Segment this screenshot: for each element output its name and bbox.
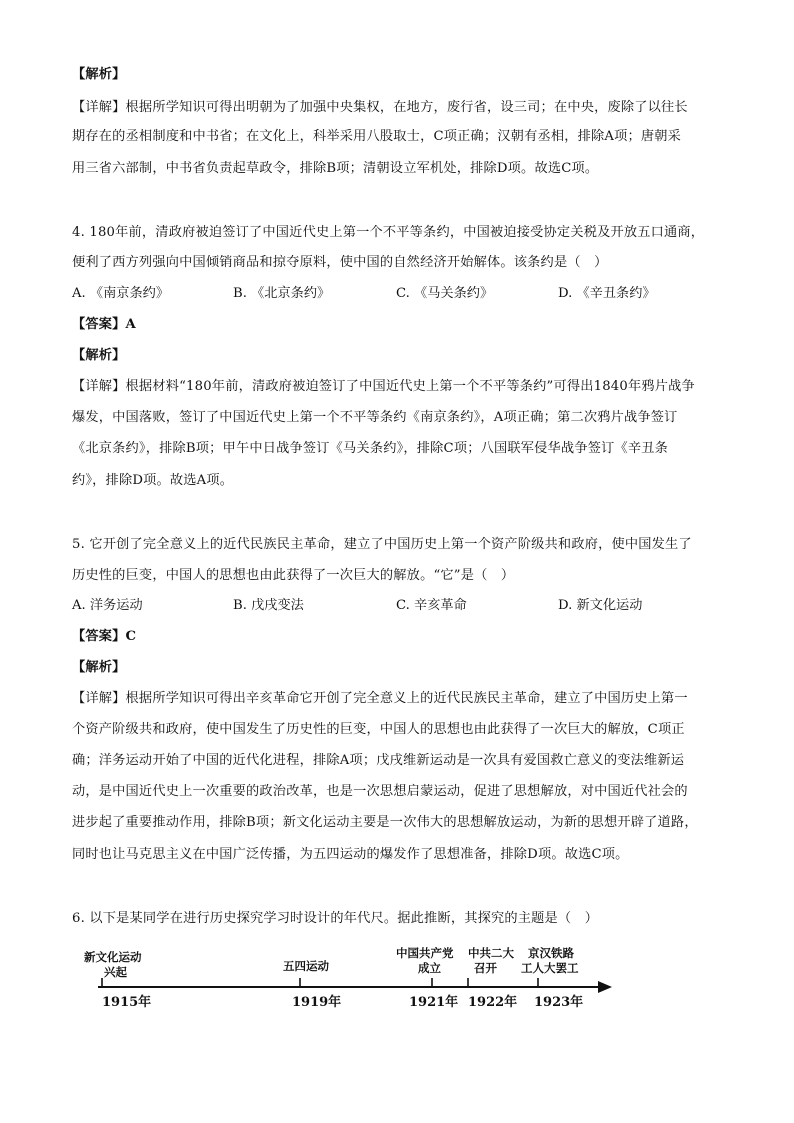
explanation-line: 约》，排除D项。故选A项。 <box>72 473 234 488</box>
analysis-heading: 【解析】 <box>72 660 126 675</box>
explanation-line: 《北京条约》，排除B项；甲午中日战争签订《马关条约》，排除C项；八国联军侵华战争签订《辛丑条 <box>72 441 669 456</box>
timeline-year: 1915年 <box>102 995 152 1010</box>
question-4-stem: 4. 180年前，清政府被迫签订了中国近代史上第一个不平等条约，中国被迫接受协定关税及开放五口通商， <box>72 225 705 240</box>
explanation-line: 确；洋务运动开始了中国的近代化进程，排除A项；戊戌维新运动是一次具有爱国救亡意义的变法维新运 <box>72 753 685 768</box>
timeline-event-label: 召开 <box>474 961 497 975</box>
question-4-answer: 【答案】A <box>72 317 136 332</box>
timeline-event-label: 五四运动 <box>283 959 329 973</box>
question-4-option-a: A. 《南京条约》 <box>72 286 170 301</box>
timeline-event-label: 工人大罢工 <box>521 961 579 975</box>
explanation-line: 动，是中国近代史上一次重要的政治改革，也是一次思想启蒙运动，促进了思想解放，对中国近代社会的 <box>72 784 688 799</box>
timeline-event-label: 兴起 <box>104 965 127 979</box>
timeline-event-label: 中国共产党 <box>396 946 454 960</box>
question-5-option-a: A. 洋务运动 <box>72 598 143 613</box>
explanation-line: 同时也让马克思主义在中国广泛传播，为五四运动的爆发作了思想准备，排除D项。故选C项。 <box>72 847 629 862</box>
analysis-heading: 【解析】 <box>72 67 126 82</box>
explanation-line: 进步起了重要推动作用，排除B项；新文化运动主要是一次伟大的思想解放运动，为新的思想开辟了道路， <box>72 815 698 830</box>
question-5-answer: 【答案】C <box>72 629 137 644</box>
question-5-stem: 5. 它开创了完全意义上的近代民族民主革命，建立了中国历史上第一个资产阶级共和政府，使中国发生了 <box>72 537 692 552</box>
explanation-line: 爆发，中国落败，签订了中国近代史上第一个不平等条约《南京条约》，A项正确；第二次鸦片战争签订 <box>72 410 678 425</box>
timeline-year: 1921年 <box>409 995 459 1010</box>
question-6-stem: 6. 以下是某同学在进行历史探究学习时设计的年代尺。据此推断，其探究的主题是（ ） <box>72 911 599 926</box>
question-5-option-b: B. 戊戌变法 <box>233 598 304 613</box>
question-4-option-b: B. 《北京条约》 <box>233 286 331 301</box>
timeline-event-label: 京汉铁路 <box>528 946 574 960</box>
question-5-option-c: C. 辛亥革命 <box>396 598 467 613</box>
question-4-stem: 便利了西方列强向中国倾销商品和掠夺原料，使中国的自然经济开始解体。该条约是（ ） <box>72 255 608 270</box>
timeline-year: 1922年 <box>468 995 518 1010</box>
question-5-option-d: D. 新文化运动 <box>558 598 643 613</box>
timeline-event-label: 中共二大 <box>468 946 514 960</box>
explanation-line: 用三省六部制，中书省负责起草政令，排除B项；清朝设立军机处，排除D项。故选C项。 <box>72 161 599 176</box>
explanation-line: 个资产阶级共和政府，使中国发生了历史性的巨变，中国人的思想也由此获得了一次巨大的解放，C项正 <box>72 722 685 737</box>
explanation-line: 【详解】根据材料“180年前，清政府被迫签订了中国近代史上第一个不平等条约”可得出1840年鸦片战争 <box>72 379 695 394</box>
explanation-line: 期存在的丞相制度和中书省；在文化上，科举采用八股取士，C项正确；汉朝有丞相，排除A项；唐朝采 <box>72 129 682 144</box>
question-5-stem: 历史性的巨变，中国人的思想也由此获得了一次巨大的解放。“它”是（ ） <box>72 568 515 583</box>
analysis-heading: 【解析】 <box>72 348 126 363</box>
question-4-option-c: C. 《马关条约》 <box>396 286 494 301</box>
question-4-option-d: D. 《辛丑条约》 <box>558 286 656 301</box>
timeline-year: 1919年 <box>292 995 342 1010</box>
timeline-year: 1923年 <box>534 995 584 1010</box>
timeline-figure <box>78 940 618 1020</box>
timeline-event-label: 成立 <box>418 961 441 975</box>
explanation-line: 【详解】根据所学知识可得出明朝为了加强中央集权，在地方，废行省，设三司；在中央，废除了以往长 <box>72 100 688 115</box>
timeline-event-label: 新文化运动 <box>84 950 142 964</box>
explanation-line: 【详解】根据所学知识可得出辛亥革命它开创了完全意义上的近代民族民主革命，建立了中国历史上第一 <box>72 691 688 706</box>
